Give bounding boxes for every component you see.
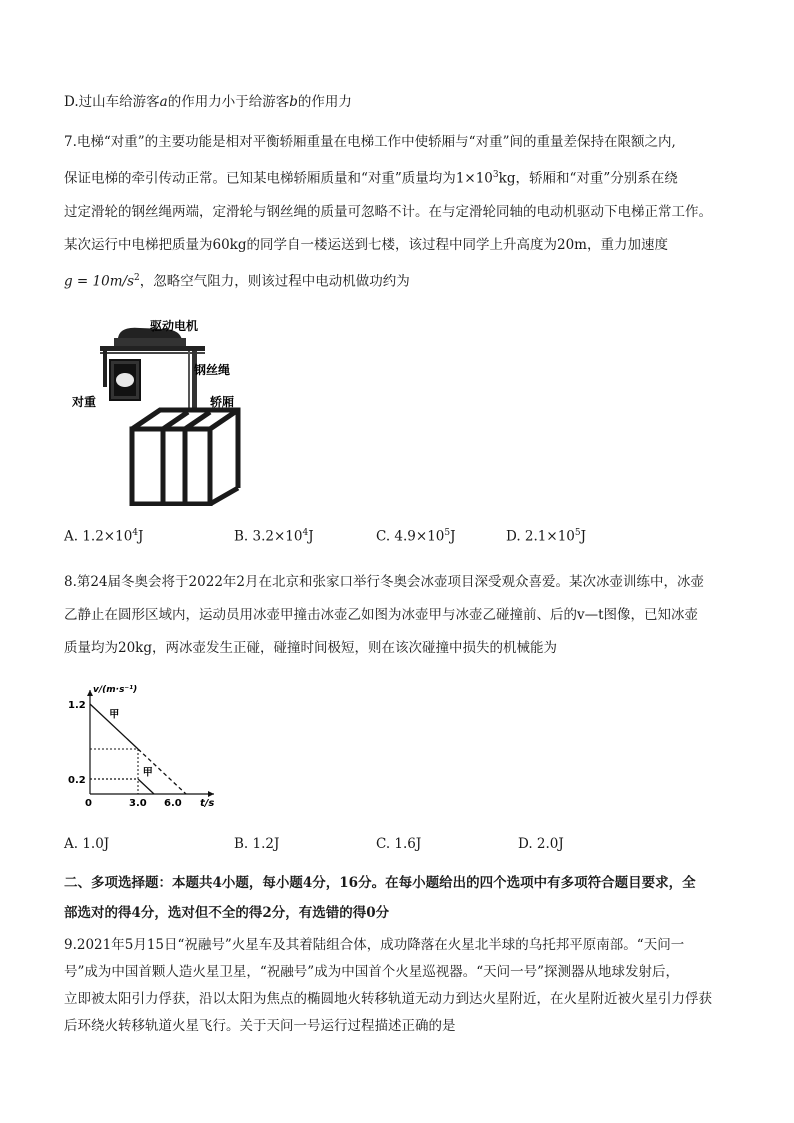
- rope-right: [192, 351, 197, 411]
- q7-a-label: A. 1.2×10: [64, 528, 133, 545]
- q7-option-c[interactable]: [376, 528, 456, 545]
- q7-b-label: B. 3.2×10: [234, 528, 303, 545]
- q7-line-4: 某次运行中电梯把质量为60kg的同学自一楼运送到七楼，该过程中同学上升高度为20m，重力加速度: [64, 236, 668, 253]
- q6-d-mid: 的作用力小于给游客: [167, 94, 290, 110]
- q7-line-2-text: 保证电梯的牵引传动正常。已知某电梯轿厢质量和“对重”质量均为: [64, 170, 456, 187]
- x-tick-0: 0: [85, 798, 92, 809]
- x-axis-label: t/s: [200, 798, 215, 809]
- q7-c-unit: J: [450, 528, 456, 545]
- series-line-3: [138, 779, 154, 794]
- x-tick-3: 3.0: [129, 798, 147, 809]
- q8-options: [64, 836, 744, 860]
- vt-axes: [68, 685, 214, 809]
- q7-line-5-text: ，忽略空气阻力，则该过程中电动机做功约为: [139, 273, 410, 289]
- q8-line-2: 乙静止在圆形区域内，运动员用冰壶甲撞击冰壶乙如图为冰壶甲与冰壶乙碰撞前、后的v—t图像，已知冰壶: [64, 607, 699, 623]
- q7-option-d[interactable]: [506, 528, 586, 545]
- q6-option-d: [64, 86, 744, 119]
- q7-g-text: g = 10m/s: [64, 273, 134, 289]
- y-tick-1-2: 1.2: [68, 700, 86, 711]
- q7-mass-unit: kg: [498, 170, 516, 187]
- label-car: 轿厢: [210, 395, 235, 409]
- q8-option-d[interactable]: D. 2.0J: [518, 836, 564, 852]
- q7-d-label: D. 2.1×10: [506, 528, 575, 545]
- q7-options: [64, 528, 744, 552]
- q7-g-exp: 2: [134, 272, 140, 283]
- q7-stem: [64, 126, 744, 298]
- section-2-heading: [64, 868, 744, 928]
- q7-mass-value: 1×10: [455, 170, 493, 187]
- var-b: b: [289, 94, 298, 110]
- q7-line-2: [64, 159, 744, 196]
- var-a: a: [159, 94, 168, 110]
- car-frame: [132, 410, 238, 504]
- q7-c-exp: 5: [444, 528, 451, 538]
- q9-line-1: 9.2021年5月15日“祝融号”火星车及其着陆组合体，成功降落在火星北半球的乌托邦平原南部。“天问一: [64, 937, 685, 953]
- counterweight-highlight: [116, 373, 134, 387]
- top-beam: [100, 346, 205, 351]
- q7-b-exp: 4: [302, 528, 309, 538]
- motor-base: [114, 338, 186, 346]
- vt-marks: [90, 704, 186, 794]
- label-motor: 驱动电机: [150, 319, 199, 333]
- label-jia: 甲: [109, 709, 120, 721]
- q7-d-exp: 5: [574, 528, 581, 538]
- q7-d-unit: J: [580, 528, 587, 545]
- section-2-line-2: 部选对的得4分，选对但不全的得2分，有选错的得0分: [64, 905, 390, 921]
- q9-line-4: 后环绕火转移轨道火星飞行。关于天问一号运行过程描述正确的是: [64, 1018, 456, 1034]
- q6-d-prefix: D.过山车给游客: [64, 94, 160, 110]
- q6-d-suffix: 的作用力: [297, 94, 352, 110]
- q7-mass-exp: 3: [492, 170, 499, 180]
- q8-line-1: 8.第24届冬奥会将于2022年2月在北京和张家口举行冬奥会冰壶项目深受观众喜爱。某次冰壶训练中，冰壶: [64, 574, 705, 590]
- q8-option-c[interactable]: C. 1.6J: [376, 836, 422, 852]
- elevator-figure: [70, 316, 260, 506]
- q7-option-b[interactable]: [234, 528, 314, 545]
- label-counterweight: 对重: [72, 395, 97, 409]
- q7-line-1: 7.电梯“对重”的主要功能是相对平衡轿厢重量在电梯工作中使轿厢与“对重”间的重量差保持在限额之内,: [64, 134, 676, 150]
- x-axis-arrow: [208, 791, 214, 797]
- rope-left: [103, 349, 107, 387]
- q8-option-b[interactable]: B. 1.2J: [234, 836, 280, 852]
- q7-a-unit: J: [138, 528, 144, 545]
- q8-option-a[interactable]: A. 1.0J: [64, 836, 110, 852]
- section-2-line-1: 二、多项选择题：本题共4小题，每小题4分，16分。在每小题给出的四个选项中有多项符合题目要求，全: [64, 875, 696, 891]
- q9-line-3: 立即被太阳引力俘获，沿以太阳为焦点的椭圆地火转移轨道无动力到达火星附近，在火星附近被火星引力俘获: [64, 991, 712, 1007]
- q7-c-label: C. 4.9×10: [376, 528, 445, 545]
- q7-line-5: [64, 262, 744, 299]
- q7-b-unit: J: [308, 528, 314, 545]
- q7-line-2-suffix: ，轿厢和“对重”分别系在绕: [515, 170, 678, 187]
- label-yi: 甲: [142, 767, 153, 779]
- q9-line-2: 号”成为中国首颗人造火星卫星，“祝融号”成为中国首个火星巡视器。“天问一号”探测器从地球发射后，: [64, 964, 680, 980]
- y-axis-label: v/(m·s⁻¹): [93, 685, 138, 695]
- q9-stem: [64, 932, 744, 1040]
- vt-chart: [62, 672, 232, 812]
- x-tick-6: 6.0: [164, 798, 182, 809]
- q7-line-3: 过定滑轮的钢丝绳两端，定滑轮与钢丝绳的质量可忽略不计。在与定滑轮同轴的电动机驱动下电梯正常工作。: [64, 203, 712, 220]
- q8-line-3: 质量均为20kg，两冰壶发生正碰，碰撞时间极短，则在该次碰撞中损失的机械能为: [64, 640, 557, 656]
- q7-option-a[interactable]: [64, 528, 143, 545]
- y-tick-0-2: 0.2: [68, 775, 86, 786]
- q7-a-exp: 4: [132, 528, 139, 538]
- q8-stem: [64, 566, 744, 665]
- label-rope: 钢丝绳: [194, 363, 231, 377]
